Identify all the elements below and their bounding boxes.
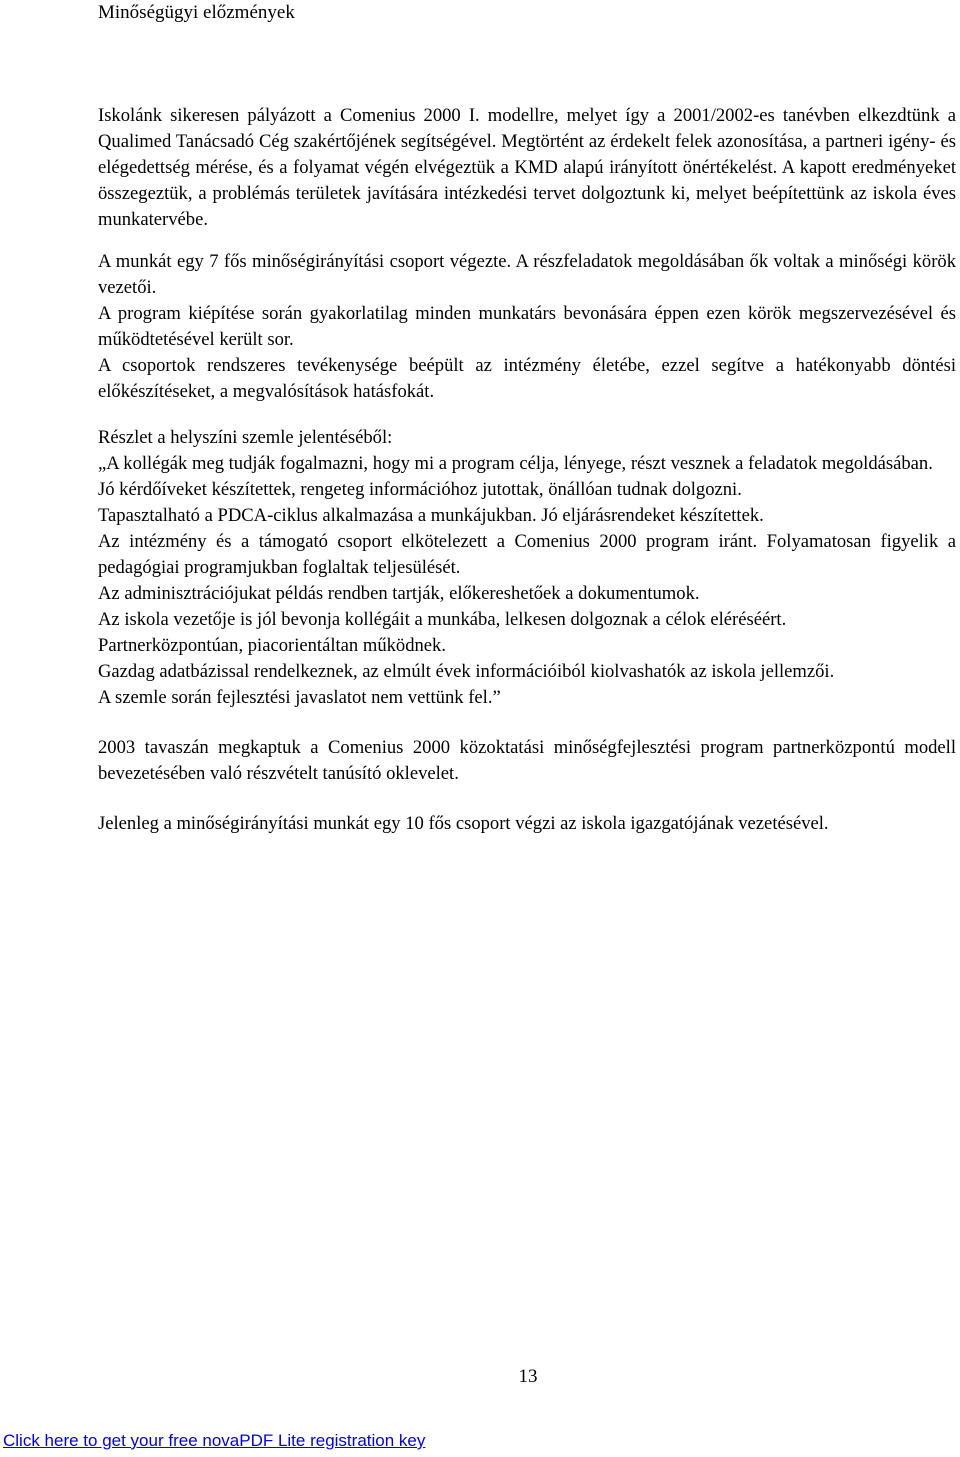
quote-line: Tapasztalható a PDCA-ciklus alkalmazása a munkájukban. Jó eljárásrendeket készítettek. (98, 505, 764, 526)
quote-line: A szemle során fejlesztési javaslatot nem vettünk fel.” (98, 687, 501, 708)
page-header-title: Minőségügyi előzmények (98, 2, 295, 23)
current-status-paragraph: Jelenleg a minőségirányítási munkát egy 10 fős csoport végzi az iskola igazgatójának vezetésével. (98, 813, 829, 834)
document-body (98, 103, 956, 837)
quote-line: Az intézmény és a támogató csoport elkötelezett a Comenius 2000 program iránt. Folyamatosan figyelik a pedagógiai programjukban foglaltak teljesülését. (98, 531, 956, 578)
quality-team-paragraph: A munkát egy 7 fős minőségirányítási csoport végezte. A részfeladatok megoldásában ők voltak a minőségi körök vezetői. (98, 251, 956, 298)
quote-line: Az adminisztrációjukat példás rendben tartják, előkereshetőek a dokumentumok. (98, 583, 700, 604)
registration-key-link[interactable]: Click here to get your free novaPDF Lite registration key (3, 1431, 426, 1450)
report-excerpt-heading: Részlet a helyszíni szemle jelentéséből: (98, 427, 393, 448)
quote-line: Jó kérdőíveket készítettek, rengeteg információhoz jutottak, önállóan tudnak dolgozni. (98, 479, 742, 500)
page-number: 13 (518, 1366, 538, 1387)
quote-line: Gazdag adatbázissal rendelkeznek, az elmúlt évek információiból kiolvashatók az iskola jellemzői. (98, 661, 835, 682)
program-build-paragraph: A program kiépítése során gyakorlatilag minden munkatárs bevonására éppen ezen körök megszervezésével és működtetésével került sor. (98, 303, 956, 350)
quote-line: Partnerközpontúan, piacorientáltan működnek. (98, 635, 447, 656)
groups-activity-paragraph: A csoportok rendszeres tevékenysége beépült az intézmény életébe, ezzel segítve a hatékonyabb döntési előkészítéseket, a megvalósítások hatásfokát. (98, 355, 956, 402)
intro-paragraph: Iskolánk sikeresen pályázott a Comenius 2000 I. modellre, melyet így a 2001/2002-es tanévben elkezdtünk a Qualimed Tanácsadó Cég szakértőjének segítségével. Megtörtént az érdekelt felek azonosítása, a partneri igény- és elégedettség mérése, és a folyamat végén elvégeztük a KMD alapú irányított önértékelést. A kapott eredményeket összegeztük, a problémás területek javítására intézkedési tervet dolgoztunk ki, melyet beépítettünk az iskola éves munkatervébe. (98, 105, 956, 230)
certificate-paragraph: 2003 tavaszán megkaptuk a Comenius 2000 közoktatási minőségfejlesztési program partnerközpontú modell bevezetésében való részvételt tanúsító oklevelet. (98, 737, 956, 784)
quote-line: „A kollégák meg tudják fogalmazni, hogy mi a program célja, lényege, részt vesznek a feladatok megoldásában. (98, 453, 933, 474)
quote-line: Az iskola vezetője is jól bevonja kollégáit a munkába, lelkesen dolgoznak a célok eléréséért. (98, 609, 787, 630)
